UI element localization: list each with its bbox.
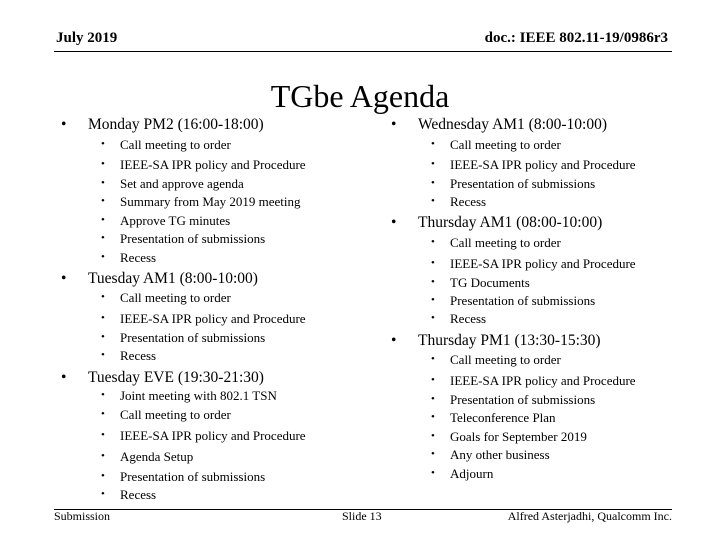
agenda-item-label: IEEE-SA IPR policy and Procedure: [450, 373, 636, 388]
agenda-item-label: Presentation of submissions: [120, 330, 266, 345]
bullet-icon: •: [431, 294, 435, 306]
bullet-icon: •: [101, 450, 105, 462]
agenda-item-label: IEEE-SA IPR policy and Procedure: [120, 311, 306, 326]
agenda-item-label: Call meeting to order: [450, 235, 561, 250]
bullet-icon: •: [431, 236, 435, 248]
agenda-item-label: Call meeting to order: [120, 407, 231, 422]
bullet-icon: •: [431, 448, 435, 460]
bullet-icon: •: [101, 214, 105, 226]
agenda-item-label: Agenda Setup: [120, 449, 194, 464]
bullet-icon: •: [61, 270, 67, 287]
agenda-item-label: IEEE-SA IPR policy and Procedure: [120, 157, 306, 172]
bullet-icon: •: [101, 291, 105, 303]
bullet-icon: •: [101, 251, 105, 263]
bullet-icon: •: [101, 429, 105, 441]
section-heading: Thursday AM1 (08:00-10:00): [418, 214, 603, 231]
bullet-icon: •: [101, 408, 105, 420]
agenda-item-label: Presentation of submissions: [450, 392, 596, 407]
section-heading: Tuesday EVE (19:30-21:30): [88, 369, 264, 386]
bullet-icon: •: [101, 312, 105, 324]
agenda-item-label: Call meeting to order: [450, 352, 561, 367]
bullet-icon: •: [431, 393, 435, 405]
bullet-icon: •: [391, 332, 397, 349]
agenda-item-label: Summary from May 2019 meeting: [120, 194, 301, 209]
section-heading: Wednesday AM1 (8:00-10:00): [418, 116, 608, 133]
agenda-item-label: Call meeting to order: [120, 137, 231, 152]
agenda-item-label: Presentation of submissions: [120, 469, 266, 484]
bullet-icon: •: [431, 312, 435, 324]
bullet-icon: •: [101, 195, 105, 207]
bullet-icon: •: [101, 470, 105, 482]
bullet-icon: •: [391, 116, 397, 133]
agenda-item-label: Presentation of submissions: [450, 176, 596, 191]
section-heading: Monday PM2 (16:00-18:00): [88, 116, 264, 133]
footer-author: Alfred Asterjadhi, Qualcomm Inc.: [507, 509, 672, 523]
agenda-item-label: IEEE-SA IPR policy and Procedure: [120, 428, 306, 443]
agenda-item-label: Presentation of submissions: [120, 231, 266, 246]
bullet-icon: •: [431, 158, 435, 170]
bullet-icon: •: [61, 116, 67, 133]
agenda-item-label: Set and approve agenda: [120, 176, 244, 191]
header-date: July 2019: [56, 30, 118, 46]
header-doc-id: doc.: IEEE 802.11-19/0986r3: [484, 30, 668, 46]
agenda-item-label: IEEE-SA IPR policy and Procedure: [450, 157, 636, 172]
bullet-icon: •: [431, 195, 435, 207]
agenda-item-label: Recess: [450, 311, 487, 326]
bullet-icon: •: [431, 374, 435, 386]
section-heading: Thursday PM1 (13:30-15:30): [418, 332, 601, 349]
bullet-icon: •: [431, 138, 435, 150]
agenda-item-label: Call meeting to order: [120, 290, 231, 305]
bullet-icon: •: [101, 331, 105, 343]
agenda-item-label: Joint meeting with 802.1 TSN: [120, 388, 277, 403]
agenda-item-label: Teleconference Plan: [450, 410, 556, 425]
bullet-icon: •: [61, 369, 67, 386]
bullet-icon: •: [391, 214, 397, 231]
bullet-icon: •: [431, 276, 435, 288]
bullet-icon: •: [101, 389, 105, 401]
agenda-item-label: Call meeting to order: [450, 137, 561, 152]
bullet-icon: •: [431, 257, 435, 269]
agenda-item-label: Presentation of submissions: [450, 293, 596, 308]
bullet-icon: •: [431, 353, 435, 365]
agenda-item-label: IEEE-SA IPR policy and Procedure: [450, 256, 636, 271]
bullet-icon: •: [431, 430, 435, 442]
bullet-icon: •: [101, 177, 105, 189]
agenda-item-label: Recess: [120, 250, 157, 265]
agenda-item-label: Recess: [450, 194, 487, 209]
agenda-item-label: Adjourn: [450, 466, 494, 481]
slide-title: TGbe Agenda: [270, 78, 450, 114]
bullet-icon: •: [101, 232, 105, 244]
agenda-item-label: Recess: [120, 487, 157, 502]
bullet-icon: •: [101, 158, 105, 170]
footer-submission: Submission: [54, 509, 111, 523]
bullet-icon: •: [101, 349, 105, 361]
bullet-icon: •: [431, 411, 435, 423]
agenda-item-label: TG Documents: [450, 275, 530, 290]
header-rule: [54, 51, 672, 52]
bullet-icon: •: [431, 177, 435, 189]
agenda-item-label: Approve TG minutes: [120, 213, 231, 228]
agenda-item-label: Goals for September 2019: [450, 429, 587, 444]
bullet-icon: •: [101, 488, 105, 500]
agenda-item-label: Recess: [120, 348, 157, 363]
bullet-icon: •: [101, 138, 105, 150]
footer-slide-number: Slide 13: [342, 509, 382, 523]
bullet-icon: •: [431, 467, 435, 479]
agenda-item-label: Any other business: [450, 447, 550, 462]
section-heading: Tuesday AM1 (8:00-10:00): [88, 270, 258, 287]
